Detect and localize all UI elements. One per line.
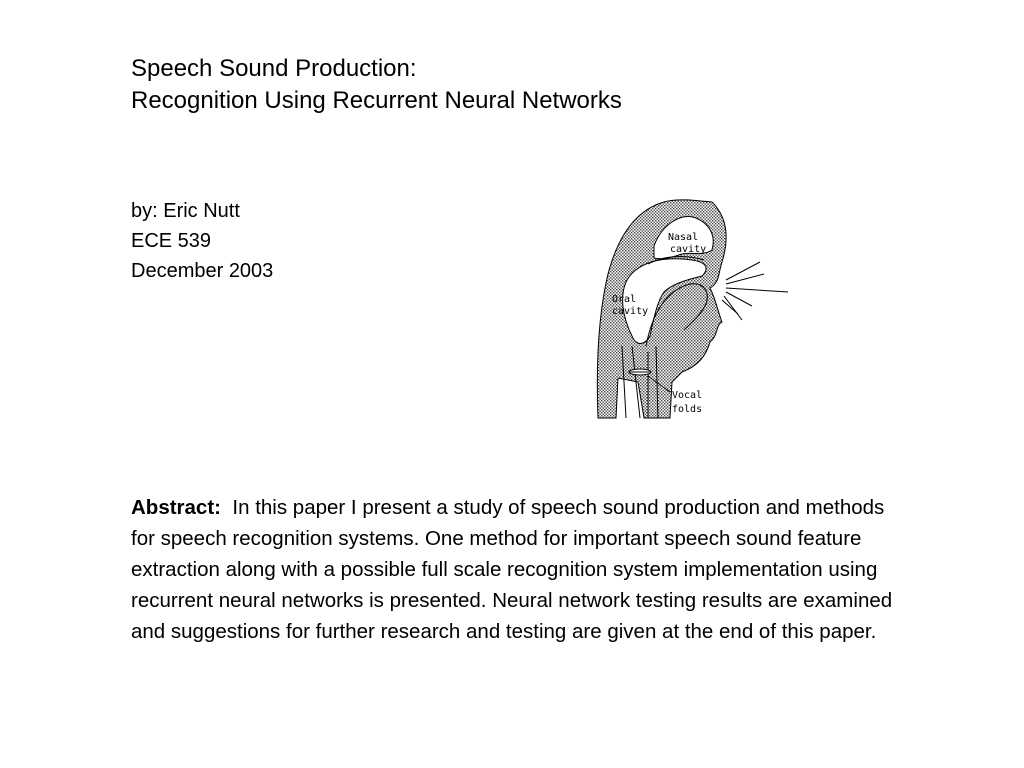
oral-label-line-1: Oral [612,294,637,305]
title-line-2: Recognition Using Recurrent Neural Networks [131,87,622,114]
oral-label-line-2: cavity [612,306,649,317]
vocal-tract-figure [592,196,798,420]
vocal-label-line-2: folds [672,404,703,415]
paper-title [131,53,622,117]
nasal-label-line-1: Nasal [668,232,699,243]
byline [131,196,273,286]
author: by: Eric Nutt [131,200,240,222]
title-line-1: Speech Sound Production: [131,55,417,82]
course: ECE 539 [131,230,212,252]
nasal-label-line-2: cavity [670,244,707,255]
vocal-label-line-1: Vocal [672,390,703,401]
abstract-paragraph [131,492,896,647]
date: December 2003 [131,260,274,282]
vocal-tract-diagram-icon [592,196,798,420]
abstract-label: Abstract: [131,496,221,519]
abstract-text: In this paper I present a study of speech sound production and methods for speech recognition systems. One method for important speech sound feature extraction along with a possible full scale recognition system implementation using recurrent neural networks is presented. Neural network testing results are examined and suggestions for further research and testing are given at the end of this paper. [131,496,893,643]
